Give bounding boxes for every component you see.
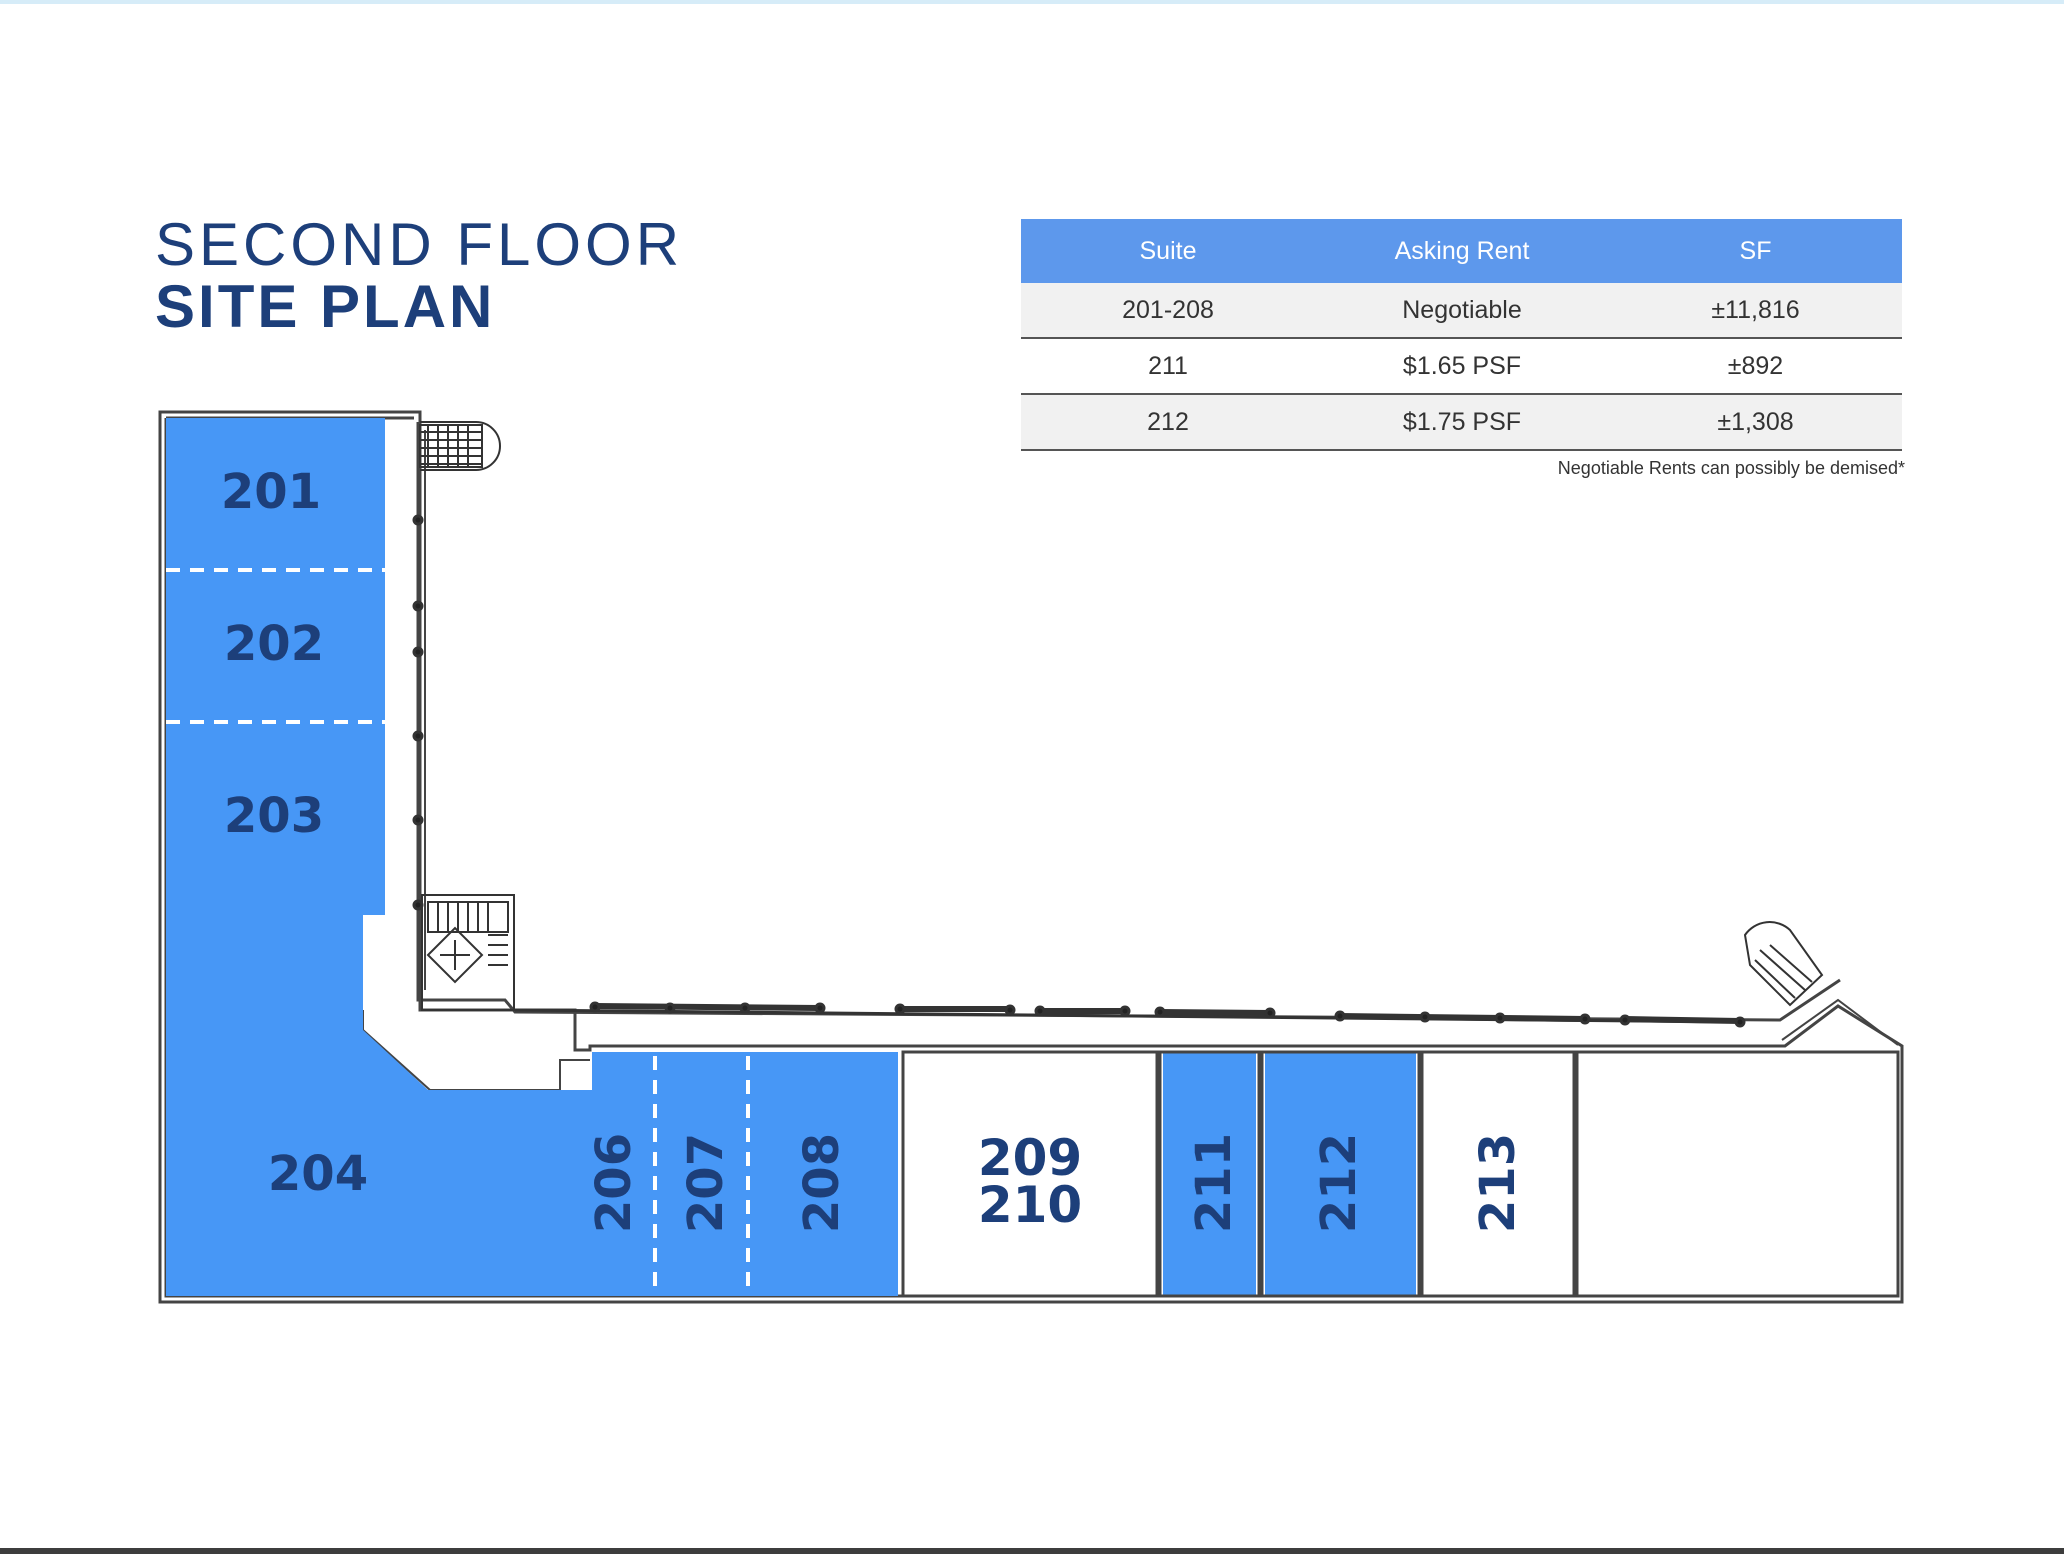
table-header-suite: Suite (1021, 219, 1315, 283)
suite-212-label: 212 (1311, 1132, 1367, 1234)
suite-209-label: 209 (977, 1129, 1083, 1187)
table-cell-rent: $1.75 PSF (1315, 394, 1609, 450)
demise-note: Negotiable Rents can possibly be demised* (1557, 458, 1905, 478)
title-line-2: SITE PLAN (155, 273, 496, 340)
table-cell-sf: ±1,308 (1609, 394, 1902, 450)
table-cell-rent: Negotiable (1315, 283, 1609, 338)
suite-202-label: 202 (223, 616, 325, 672)
table-header-sf: SF (1609, 219, 1902, 283)
stair-top (420, 422, 500, 470)
title-line-1: SECOND FLOOR (155, 211, 684, 278)
suite-210-label: 210 (977, 1176, 1083, 1234)
table-header-asking-rent: Asking Rent (1315, 219, 1609, 283)
table-cell-rent: $1.65 PSF (1315, 338, 1609, 394)
table-cell-suite: 212 (1021, 394, 1315, 450)
stair-right (1745, 922, 1822, 1005)
suite-213-label: 213 (1470, 1132, 1526, 1234)
table-cell-sf: ±11,816 (1609, 283, 1902, 338)
suite-208-label: 208 (794, 1132, 850, 1234)
table-cell-suite: 211 (1021, 338, 1315, 394)
bottom-rule (0, 1548, 2064, 1554)
suite-207-label: 207 (678, 1132, 734, 1234)
corridor-rail (414, 516, 1744, 1026)
suite-211-label: 211 (1186, 1132, 1242, 1234)
suite-204-label: 204 (267, 1146, 369, 1202)
stair-middle (422, 895, 514, 1010)
table-cell-sf: ±892 (1609, 338, 1902, 394)
suite-203-label: 203 (223, 788, 325, 844)
suite-204-208-area (166, 915, 898, 1296)
table-cell-suite: 201-208 (1021, 283, 1315, 338)
suite-206-label: 206 (586, 1132, 642, 1234)
suite-201-label: 201 (220, 464, 322, 520)
